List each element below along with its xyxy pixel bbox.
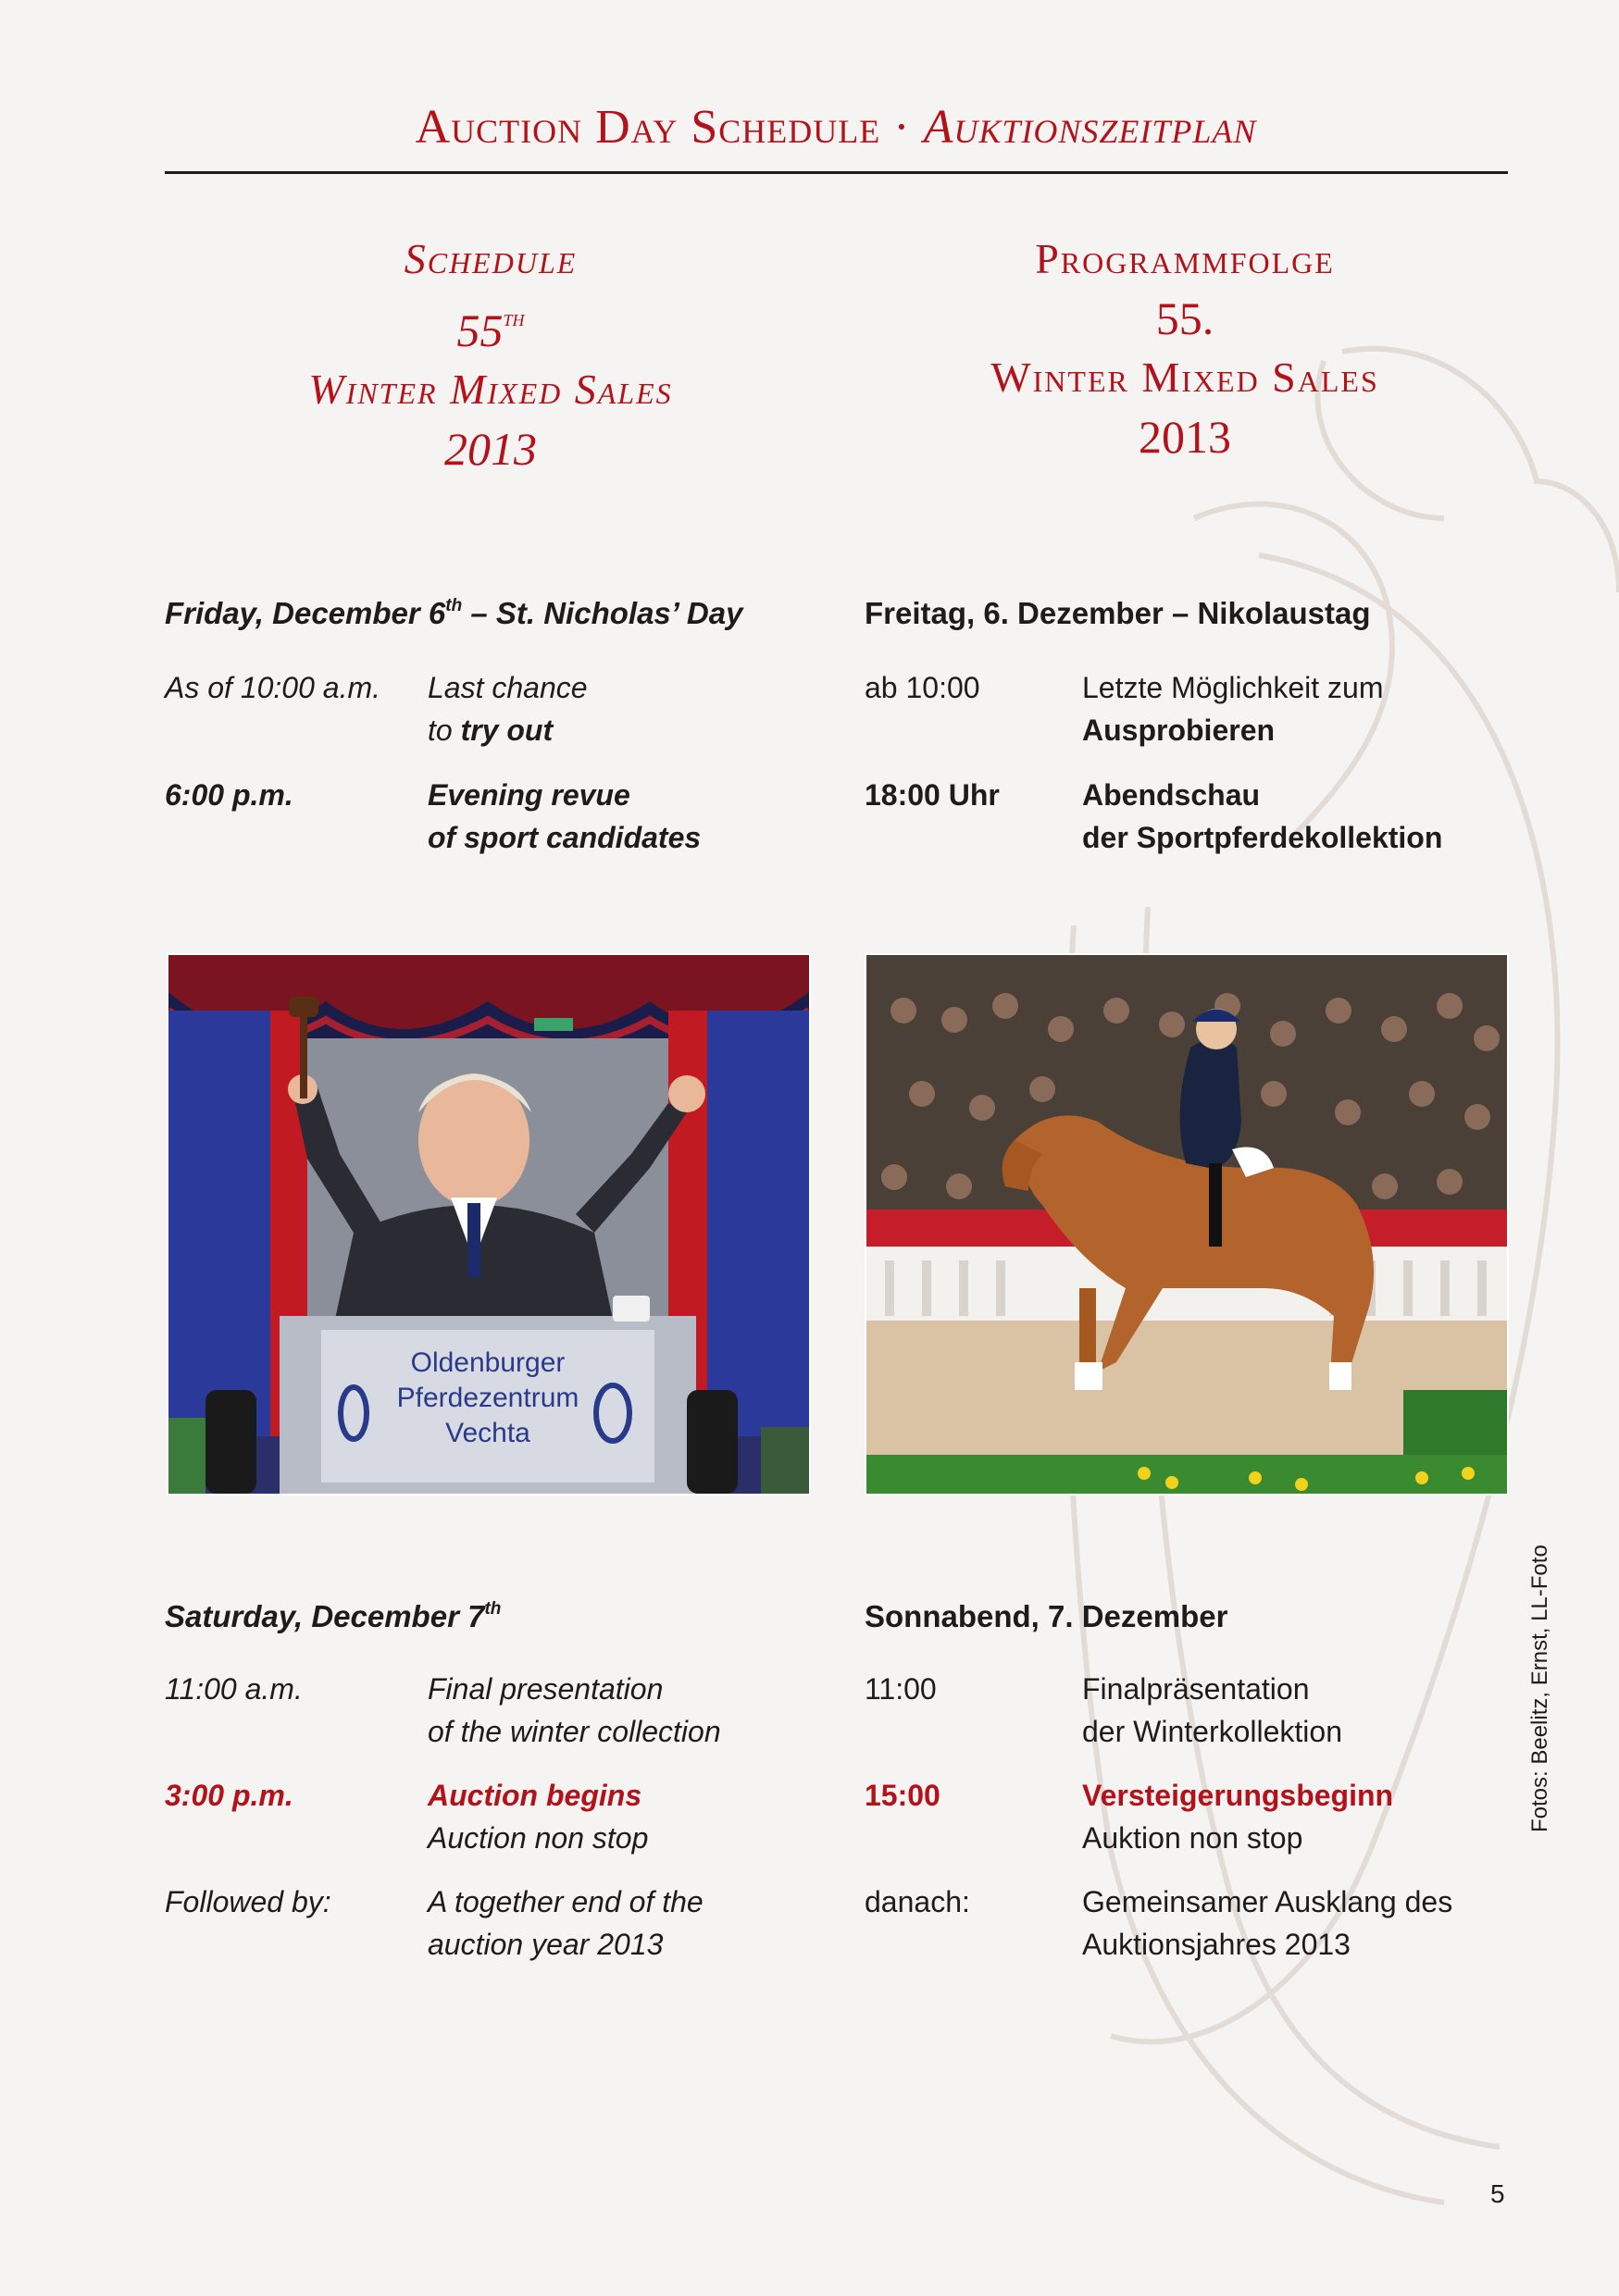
title-english: Auction Day Schedule (415, 101, 881, 154)
schedule-heading-german (907, 230, 1463, 466)
heading-edition: 55th (456, 304, 525, 356)
saturday-heading-german: Sonnabend, 7. Dezember (865, 1599, 1228, 1633)
saturday-row1-time-en: 11:00 a.m. (165, 1672, 303, 1706)
page-number: 5 (1490, 2179, 1505, 2208)
friday-heading-english: Friday, December 6th – St. Nicholas’ Day (165, 596, 743, 630)
saturday-row2-time-de: 15:00 (865, 1779, 940, 1812)
friday-row1-time-de: ab 10:00 (865, 671, 980, 704)
page-title (165, 100, 1507, 155)
saturday-row3-desc-de: Gemeinsamer Ausklang des Auktionsjahres 2013 (1082, 1885, 1453, 1961)
podium-text-line1: Oldenburger (410, 1347, 566, 1378)
saturday-row1-time-de: 11:00 (865, 1672, 937, 1706)
heading-event-name-de: Winter Mixed Sales (990, 354, 1379, 401)
title-german: Auktionszeitplan (923, 101, 1257, 154)
saturday-row2-desc-en: Auction begins Auction non stop (428, 1779, 649, 1855)
friday-row2-desc-en: Evening revue of sport candidates (428, 778, 702, 854)
friday-row1-desc-de: Letzte Möglichkeit zum Ausprobieren (1082, 671, 1384, 747)
friday-row2-time-de: 18:00 Uhr (865, 778, 1000, 812)
saturday-row3-time-de: danach: (865, 1885, 970, 1918)
friday-row1-time-en: As of 10:00 a.m. (165, 671, 381, 704)
title-rule (165, 171, 1508, 174)
saturday-row1-desc-en: Final presentation of the winter collection (428, 1672, 721, 1748)
friday-row2-desc-de: Abendschau der Sportpferdekollektion (1082, 778, 1443, 854)
heading-event-name: Winter Mixed Sales (308, 366, 673, 413)
friday-row1-desc-en: Last chance to try out (428, 671, 588, 747)
friday-row2-time-en: 6:00 p.m. (165, 778, 293, 812)
saturday-row3-desc-en: A together end of the auction year 2013 (428, 1885, 704, 1961)
friday-heading-german: Freitag, 6. Dezember – Nikolaustag (865, 596, 1371, 630)
saturday-row2-desc-de: Versteigerungsbeginn Auktion non stop (1082, 1779, 1394, 1855)
photo-credit: Fotos: Beelitz, Ernst, LL-Foto (1527, 1545, 1552, 1832)
dressage-horse-photo (865, 953, 1509, 1496)
auctioneer-photo (167, 953, 811, 1496)
heading-programmfolge: Programmfolge (1035, 235, 1335, 282)
saturday-row2-time-en: 3:00 p.m. (165, 1779, 293, 1812)
title-separator: · (893, 101, 911, 154)
podium-text-line3: Vechta (445, 1418, 530, 1448)
heading-year-de: 2013 (1139, 411, 1231, 463)
podium-text-line2: Pferdezentrum (396, 1383, 579, 1413)
saturday-row3-time-en: Followed by: (165, 1885, 331, 1918)
heading-schedule: Schedule (404, 235, 578, 282)
schedule-heading-english (213, 230, 768, 478)
saturday-heading-english: Saturday, December 7th (165, 1599, 502, 1633)
saturday-row1-desc-de: Finalpräsentation der Winterkollektion (1082, 1672, 1342, 1748)
heading-year: 2013 (444, 423, 537, 475)
heading-edition-de: 55. (1155, 292, 1214, 344)
